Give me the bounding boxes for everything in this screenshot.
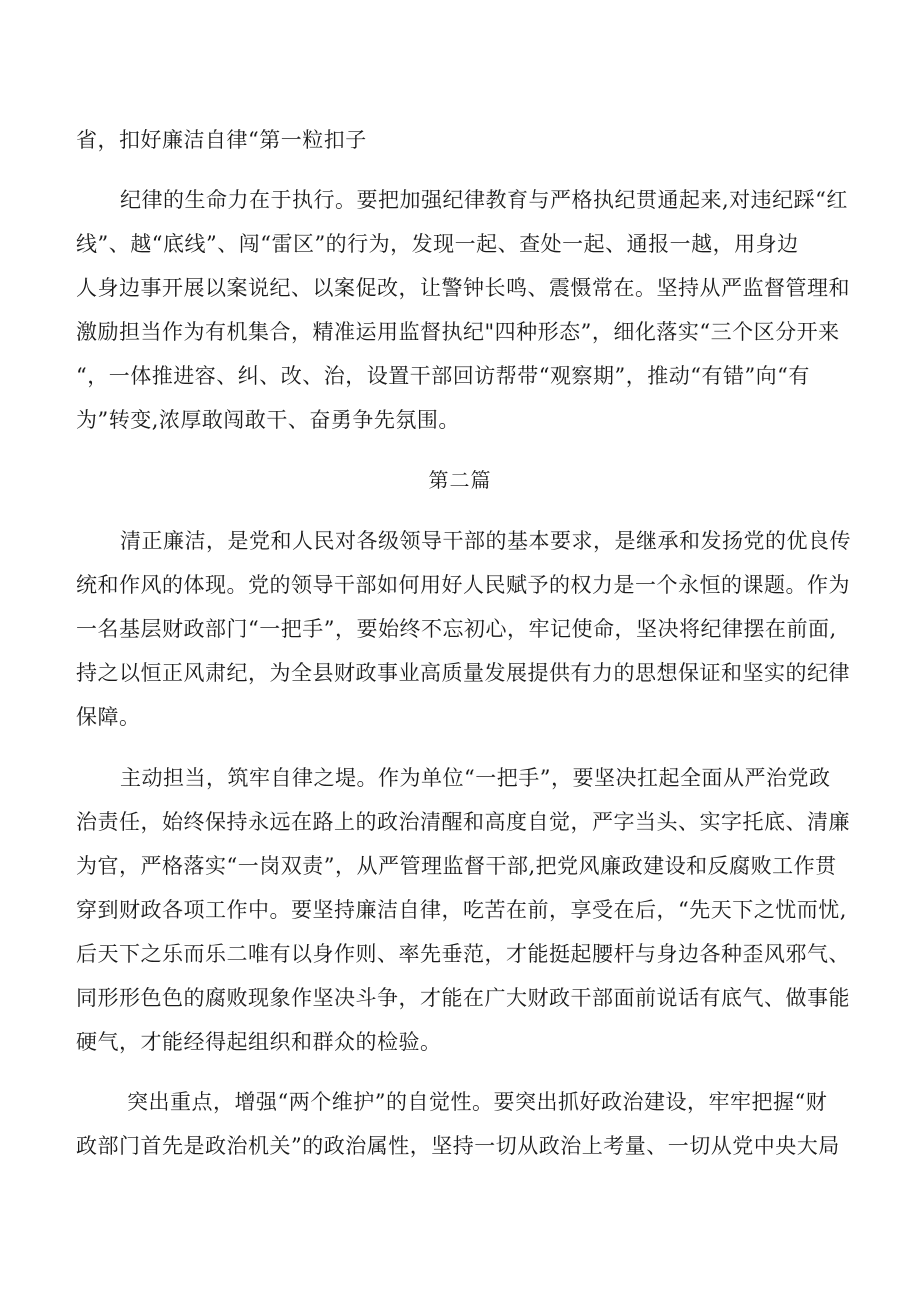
text-line: 清正廉洁，是党和人民对各级领导干部的基本要求，是继承和发扬党的优良传 [120,529,851,553]
text-line: 为”转变,浓厚敢闯敢干、奋勇争先氛围。 [76,408,460,432]
text-line: 省，扣好廉洁自律“第一粒扣子 [76,128,367,152]
text-line: “，一体推进容、纠、改、治，设置干部回访帮带“观察期”，推动“有错”向“有 [76,364,810,388]
text-line: 同形形色色的腐败现象作坚决斗争，才能在广大财政干部面前说话有底气、做事能 [76,986,850,1010]
text-line: 人身边事开展以案说纪、以案促改，让警钟长鸣、震慑常在。坚持从严监督管理和 [76,276,850,300]
text-line: 纪律的生命力在于执行。要把加强纪律教育与严格执纪贯通起来,对违纪踩“红 [120,188,848,212]
text-line: 后天下之乐而乐二唯有以身作则、率先垂范，才能挺起腰杆与身边各种歪风邪气、 [76,942,850,966]
text-line: 主动担当，筑牢自律之堤。作为单位“一把手”，要坚决扛起全面从严治党政 [120,766,831,790]
text-line: 持之以恒正风肃纪，为全县财政事业高质量发展提供有力的思想保证和坚实的纪律 [76,661,850,685]
text-line: 政部门首先是政治机关”的政治属性，坚持一切从政治上考量、一切从党中央大局 [76,1134,840,1158]
text-line: 穿到财政各项工作中。要坚持廉洁自律，吃苦在前，享受在后，“先天下之忧而忧, [76,898,847,922]
text-line: 突出重点，增强“两个维护”的自觉性。要突出抓好政治建设，牢牢把握“财 [127,1090,828,1114]
text-line: 线”、越“底线”、闯“雷区”的行为，发现一起、查处一起、通报一越，用身边 [76,232,799,256]
text-line: 一名基层财政部门“一把手”，要始终不忘初心，牢记使命，坚决将纪律摆在前面, [76,617,837,641]
text-line: 治责任，始终保持永远在路上的政治清醒和高度自觉，严字当头、实字托底、清廉 [76,810,850,834]
section-heading: 第二篇 [428,468,492,492]
text-line: 为官，严格落实“一岗双责”，从严管理监督干部,把党风廉政建设和反腐败工作贯 [76,854,837,878]
text-line: 保障。 [76,705,141,729]
text-line: 激励担当作为有机集合，精准运用监督执纪"四种形态”，细化落实“三个区分开来 [76,320,840,344]
text-line: 统和作风的体现。党的领导干部如何用好人民赋予的权力是一个永恒的课题。作为 [76,573,850,597]
text-line: 硬气，才能经得起组织和群众的检验。 [76,1030,442,1054]
